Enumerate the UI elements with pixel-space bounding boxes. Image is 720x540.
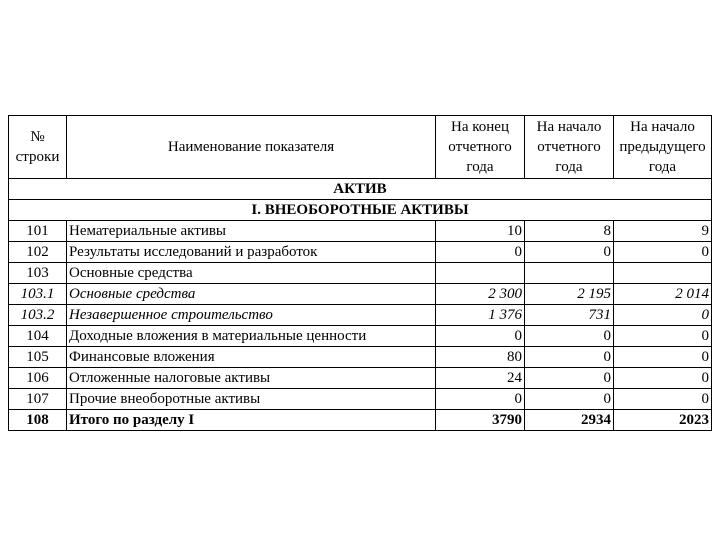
header-code [9, 116, 67, 179]
header-col1-line3: года [466, 159, 494, 175]
section-title-asset: АКТИВ [9, 179, 712, 200]
row-value-start: 2934 [525, 410, 614, 431]
row-code: 104 [9, 326, 67, 347]
header-col1-line1: На конец [451, 119, 509, 135]
row-value-start: 731 [525, 305, 614, 326]
row-value-end: 0 [436, 242, 525, 263]
header-col3-line3: года [648, 159, 677, 175]
table-row [9, 326, 712, 347]
row-value-start: 8 [525, 221, 614, 242]
row-value-end [436, 263, 525, 284]
row-value-prev: 2 014 [614, 284, 712, 305]
row-value-end: 1 376 [436, 305, 525, 326]
header-col1 [436, 116, 525, 179]
row-value-end: 2 300 [436, 284, 525, 305]
row-code: 102 [9, 242, 67, 263]
row-name: Основные средства [67, 263, 436, 284]
row-code: 105 [9, 347, 67, 368]
row-value-end: 0 [436, 389, 525, 410]
table-row [9, 305, 712, 326]
row-value-prev: 0 [614, 242, 712, 263]
row-value-start: 2 195 [525, 284, 614, 305]
balance-sheet [8, 115, 712, 431]
row-value-prev: 0 [614, 368, 712, 389]
table-row [9, 263, 712, 284]
row-name: Основные средства [67, 284, 436, 305]
row-value-prev [614, 263, 712, 284]
row-name: Нематериальные активы [67, 221, 436, 242]
header-code-line1: № [30, 129, 45, 145]
row-value-prev: 0 [614, 389, 712, 410]
header-col1-line2: отчетного [448, 139, 512, 155]
header-code-line2: строки [15, 149, 60, 165]
row-code: 103 [9, 263, 67, 284]
row-code: 101 [9, 221, 67, 242]
row-value-prev: 0 [614, 326, 712, 347]
row-value-prev: 0 [614, 305, 712, 326]
row-code: 107 [9, 389, 67, 410]
row-name: Отложенные налоговые активы [67, 368, 436, 389]
row-name: Доходные вложения в материальные ценности [67, 326, 436, 347]
row-value-prev: 9 [614, 221, 712, 242]
row-value-prev: 0 [614, 347, 712, 368]
header-col2-line1: На начало [536, 119, 602, 135]
row-name: Результаты исследований и разработок [67, 242, 436, 263]
row-code: 103.1 [9, 284, 67, 305]
header-col2-line3: года [555, 159, 583, 175]
header-col2 [525, 116, 614, 179]
row-value-prev: 2023 [614, 410, 712, 431]
table-row [9, 242, 712, 263]
row-value-start: 0 [525, 326, 614, 347]
table-row-total [9, 410, 712, 431]
header-col3 [614, 116, 712, 179]
table-row [9, 347, 712, 368]
header-name: Наименование показателя [67, 116, 436, 179]
row-code: 103.2 [9, 305, 67, 326]
table-header-row [9, 116, 712, 179]
row-value-start: 0 [525, 242, 614, 263]
header-col3-line1: На начало [630, 119, 695, 135]
row-value-end: 10 [436, 221, 525, 242]
row-code: 106 [9, 368, 67, 389]
row-value-end: 0 [436, 326, 525, 347]
row-value-start: 0 [525, 368, 614, 389]
row-name: Итого по разделу I [67, 410, 436, 431]
header-col2-line2: отчетного [537, 139, 601, 155]
row-code: 108 [9, 410, 67, 431]
header-col3-line2: предыдущего [619, 139, 706, 155]
row-name: Прочие внеоборотные активы [67, 389, 436, 410]
row-value-end: 3790 [436, 410, 525, 431]
balance-table [8, 115, 712, 431]
table-row [9, 389, 712, 410]
row-value-end: 80 [436, 347, 525, 368]
row-value-end: 24 [436, 368, 525, 389]
row-name: Незавершенное строительство [67, 305, 436, 326]
row-value-start: 0 [525, 347, 614, 368]
section-row-asset [9, 179, 712, 200]
row-value-start: 0 [525, 389, 614, 410]
section-title-noncurrent: I. ВНЕОБОРОТНЫЕ АКТИВЫ [9, 200, 712, 221]
table-row [9, 284, 712, 305]
table-row [9, 368, 712, 389]
section-row-noncurrent [9, 200, 712, 221]
table-row [9, 221, 712, 242]
row-value-start [525, 263, 614, 284]
row-name: Финансовые вложения [67, 347, 436, 368]
